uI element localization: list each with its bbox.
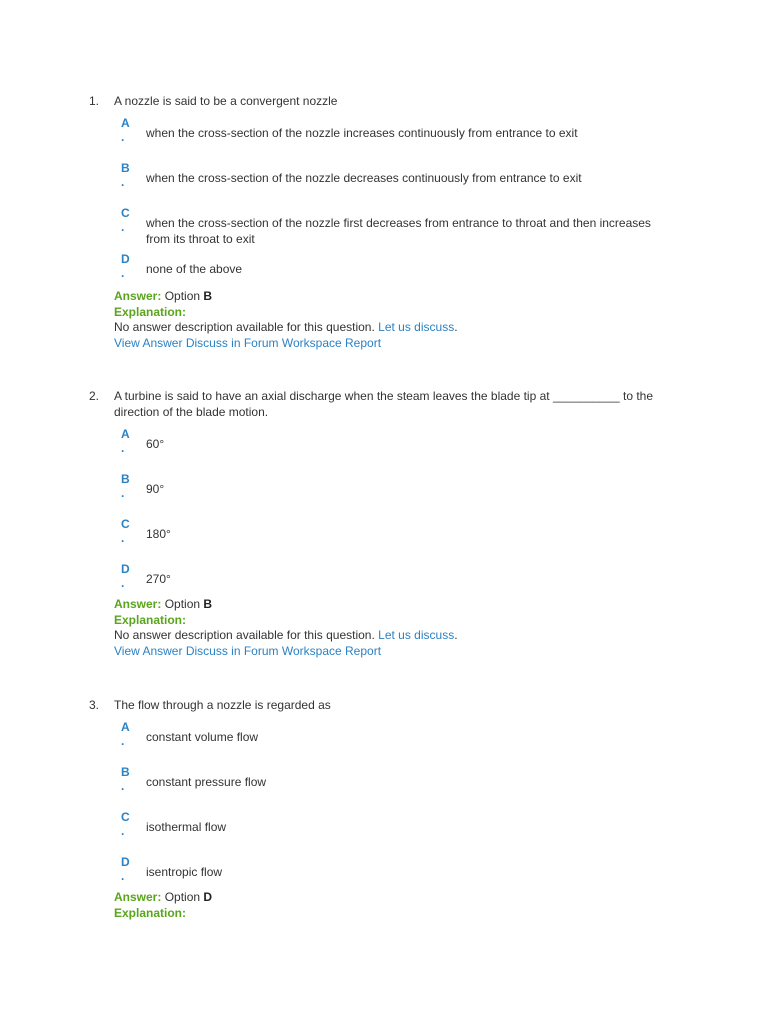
option-text: isothermal flow (146, 820, 227, 834)
question-header (89, 388, 689, 420)
option-d[interactable] (121, 854, 689, 890)
discuss-forum-link[interactable]: Discuss in Forum (185, 643, 279, 658)
option-letter: D . (121, 562, 130, 590)
question-header (89, 93, 689, 109)
workspace-link[interactable]: Workspace (281, 643, 342, 658)
discuss-forum-link[interactable]: Discuss in Forum (185, 335, 279, 350)
option-b[interactable] (121, 471, 689, 516)
discuss-link[interactable]: Let us discuss (378, 628, 455, 642)
report-link[interactable]: Report (345, 643, 382, 658)
option-text: when the cross-section of the nozzle first decreases from entrance to throat and then increases from its throat to exit (146, 216, 651, 246)
option-text: constant volume flow (146, 730, 259, 744)
options-list (121, 115, 689, 289)
answer-value: B (203, 597, 213, 611)
option-c[interactable] (121, 809, 689, 854)
explanation-text: No answer description available for this question. (114, 320, 375, 334)
option-letter: C . (121, 206, 130, 234)
option-c[interactable] (121, 205, 689, 251)
option-text: 180° (146, 527, 171, 541)
explanation-label: Explanation: (114, 905, 187, 920)
explanation-line: No answer description available for this question. Let us discuss. (114, 628, 458, 642)
action-links (114, 644, 689, 660)
answer-prefix: Option (164, 597, 201, 611)
answer-prefix: Option (164, 890, 201, 904)
answer-label: Answer: (114, 890, 162, 904)
answer-line (114, 597, 689, 613)
answer-line (114, 890, 689, 906)
view-answer-link[interactable]: View Answer (114, 643, 183, 658)
option-letter: A . (121, 427, 130, 455)
answer-block (114, 289, 689, 351)
option-letter: C . (121, 810, 130, 838)
answer-label: Answer: (114, 597, 162, 611)
answer-line (114, 289, 689, 305)
option-c[interactable] (121, 516, 689, 561)
option-letter: B . (121, 765, 130, 793)
question-number: 3. (89, 698, 100, 712)
option-a[interactable] (121, 115, 689, 160)
question-1 (89, 93, 689, 351)
question-header (89, 697, 689, 713)
question-text: A nozzle is said to be a convergent nozzle (114, 94, 338, 108)
action-links (114, 336, 689, 352)
options-list (121, 426, 689, 597)
option-d[interactable] (121, 561, 689, 597)
option-text: 60° (146, 437, 165, 451)
option-letter: C . (121, 517, 130, 545)
report-link[interactable]: Report (345, 335, 382, 350)
options-list (121, 719, 689, 890)
question-text: A turbine is said to have an axial discharge when the steam leaves the blade tip at __________ to the direction of the blade motion. (114, 389, 654, 419)
explanation-label: Explanation: (114, 612, 187, 627)
option-text: when the cross-section of the nozzle decreases continuously from entrance to exit (146, 171, 582, 185)
answer-block (114, 890, 689, 921)
option-letter: A . (121, 720, 130, 748)
view-answer-link[interactable]: View Answer (114, 335, 183, 350)
option-b[interactable] (121, 764, 689, 809)
question-3 (89, 697, 689, 921)
explanation-line: No answer description available for this question. Let us discuss. (114, 320, 458, 334)
option-text: isentropic flow (146, 865, 223, 879)
answer-block (114, 597, 689, 659)
option-letter: B . (121, 161, 130, 189)
option-a[interactable] (121, 426, 689, 471)
explanation-label: Explanation: (114, 304, 187, 319)
option-text: when the cross-section of the nozzle increases continuously from entrance to exit (146, 126, 578, 140)
discuss-link[interactable]: Let us discuss (378, 320, 455, 334)
question-number: 2. (89, 389, 100, 403)
option-b[interactable] (121, 160, 689, 205)
answer-value: D (203, 890, 213, 904)
question-number: 1. (89, 94, 100, 108)
option-letter: A . (121, 116, 130, 144)
option-letter: B . (121, 472, 130, 500)
option-text: 90° (146, 482, 165, 496)
option-text: constant pressure flow (146, 775, 267, 789)
answer-value: B (203, 289, 213, 303)
workspace-link[interactable]: Workspace (281, 335, 342, 350)
answer-prefix: Option (164, 289, 201, 303)
option-text: 270° (146, 572, 171, 586)
option-letter: D . (121, 855, 130, 883)
question-text: The flow through a nozzle is regarded as (114, 698, 331, 712)
option-a[interactable] (121, 719, 689, 764)
question-2 (89, 388, 689, 659)
answer-label: Answer: (114, 289, 162, 303)
option-text: none of the above (146, 262, 243, 276)
explanation-text: No answer description available for this question. (114, 628, 375, 642)
option-letter: D . (121, 252, 130, 280)
option-d[interactable] (121, 251, 689, 289)
